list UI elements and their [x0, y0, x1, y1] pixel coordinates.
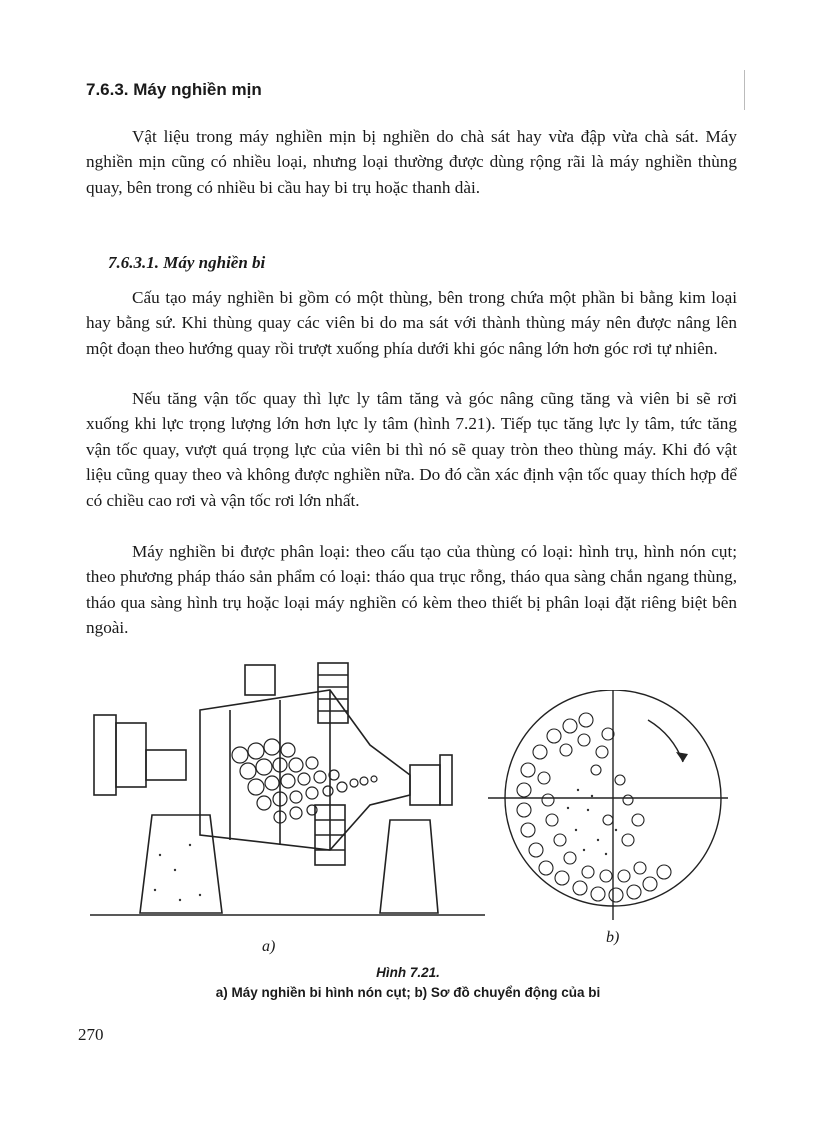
paragraph-structure: Cấu tạo máy nghiền bi gồm có một thùng, bên trong chứa một phần bi bằng kim loại hay bằng sứ. Khi thùng quay các viên bi do ma sát với thành thùng máy nên được nâng lên một đoạn theo hướng quay rồi trượt xuống phía dưới khi góc nâng lớn hơn góc rơi tự nhiên.: [86, 288, 737, 358]
paragraph-classification: Máy nghiền bi được phân loại: theo cấu tạo của thùng có loại: hình trụ, hình nón cụt; theo phương pháp tháo sản phẩm có loại: tháo qua trục rỗng, tháo qua sàng chắn ngang thùng, tháo qua sàng hình trụ hoặc loại máy nghiền có kèm theo thiết bị phân loại đặt riêng biệt bên ngoài.: [86, 542, 737, 638]
figure-caption: a) Máy nghiền bi hình nón cụt; b) Sơ đồ chuyển động của bi: [215, 985, 601, 1000]
conical-ball-mill-figure: [80, 655, 490, 920]
page-edge-mark: [744, 70, 745, 110]
ball-motion-diagram: [488, 690, 728, 920]
section-heading: 7.6.3. Máy nghiền mịn: [86, 80, 262, 99]
figure-b-label: b): [606, 929, 620, 946]
figure-title: Hình 7.21.: [376, 965, 440, 980]
page-number: 270: [78, 1025, 104, 1044]
figure-a-label: a): [262, 938, 276, 955]
paragraph-speed: Nếu tăng vận tốc quay thì lực ly tâm tăng và góc nâng cũng tăng và viên bi sẽ rơi xuống khi lực trọng lượng lớn hơn lực ly tâm (hình 7.21). Tiếp tục tăng lực ly tâm, tức tăng vận tốc quay, vượt quá trọng lực của viên bi thì nó sẽ quay tròn theo thùng máy. Khi đó vật liệu cũng quay theo và không được nghiền nữa. Do đó cần xác định vận tốc quay thích hợp để có chiều cao rơi và vận tốc rơi lớn nhất.: [86, 389, 737, 510]
subsection-heading: 7.6.3.1. Máy nghiền bi: [108, 253, 266, 272]
intro-paragraph: Vật liệu trong máy nghiền mịn bị nghiền do chà sát hay vừa đập vừa chà sát. Máy nghiền mịn cũng có nhiều loại, nhưng loại thường được dùng rộng rãi là máy nghiền thùng quay, bên trong có nhiều bi cầu hay bi trụ hoặc thanh dài.: [86, 127, 737, 197]
